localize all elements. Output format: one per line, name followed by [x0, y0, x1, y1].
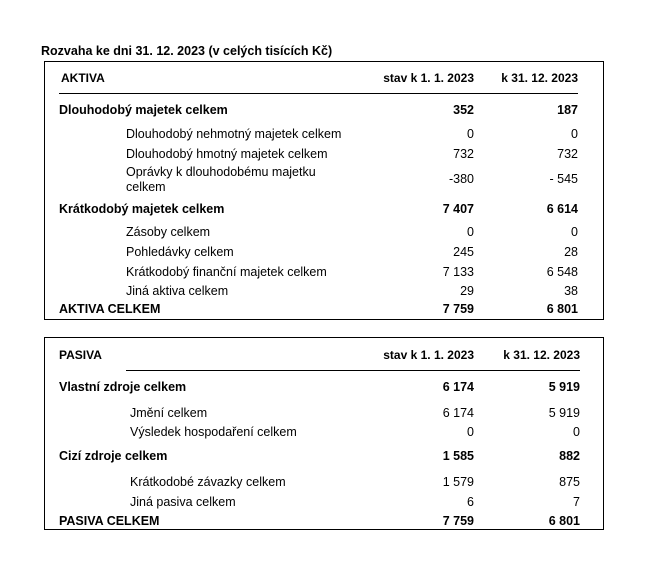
row-value-end: - 545 — [549, 172, 578, 186]
row-label: Pohledávky celkem — [126, 245, 234, 259]
row-label: Dlouhodobý nehmotný majetek celkem — [126, 127, 342, 141]
row-value-start: 7 133 — [442, 265, 474, 279]
row-label: AKTIVA CELKEM — [59, 302, 161, 316]
row-value-end: 6 548 — [546, 265, 578, 279]
row-label: Jmění celkem — [130, 406, 208, 420]
aktiva-col2-header: k 31. 12. 2023 — [501, 71, 578, 85]
row-value-start: 7 407 — [442, 202, 474, 216]
row-value-end: 0 — [571, 225, 578, 239]
row-value-end: 6 801 — [546, 302, 578, 316]
row-label: Vlastní zdroje celkem — [59, 380, 187, 394]
row-label: PASIVA CELKEM — [59, 514, 160, 528]
row-value-start: 0 — [467, 225, 474, 239]
row-value-end: 38 — [564, 284, 578, 298]
pasiva-col2-header: k 31. 12. 2023 — [503, 348, 580, 362]
row-label: Výsledek hospodaření celkem — [130, 425, 297, 439]
row-value-start: 0 — [467, 127, 474, 141]
row-label: Jiná aktiva celkem — [126, 284, 229, 298]
row-value-end: 5 919 — [548, 406, 580, 420]
row-value-start: 7 759 — [442, 514, 474, 528]
row-value-start: 29 — [460, 284, 474, 298]
row-label: Cizí zdroje celkem — [59, 449, 168, 463]
row-value-start: 1 585 — [442, 449, 474, 463]
balance-sheet-title: Rozvaha ke dni 31. 12. 2023 (v celých tisících Kč) — [41, 44, 333, 58]
pasiva-col1-header: stav k 1. 1. 2023 — [383, 348, 474, 362]
row-value-end: 187 — [557, 103, 578, 117]
row-value-start: 7 759 — [442, 302, 474, 316]
row-value-end: 6 801 — [548, 514, 580, 528]
row-value-end: 0 — [573, 425, 580, 439]
row-value-start: 0 — [467, 425, 474, 439]
pasiva-heading: PASIVA — [59, 348, 102, 362]
row-value-start: -380 — [448, 172, 474, 186]
row-value-end: 5 919 — [548, 380, 580, 394]
row-value-start: 6 174 — [442, 380, 474, 394]
row-value-start: 732 — [453, 147, 474, 161]
row-label: Krátkodobý finanční majetek celkem — [126, 265, 327, 279]
row-value-start: 1 579 — [442, 475, 474, 489]
aktiva-col1-header: stav k 1. 1. 2023 — [383, 71, 474, 85]
row-value-end: 7 — [573, 495, 580, 509]
pasiva-header-rule — [126, 370, 580, 371]
row-label: Zásoby celkem — [126, 225, 211, 239]
row-label: Dlouhodobý majetek celkem — [59, 103, 228, 117]
row-value-end: 882 — [559, 449, 580, 463]
aktiva-header-rule — [59, 93, 578, 94]
row-value-end: 0 — [571, 127, 578, 141]
row-value-start: 6 174 — [442, 406, 474, 420]
row-label: Krátkodobý majetek celkem — [59, 202, 225, 216]
row-value-start: 352 — [453, 103, 474, 117]
aktiva-heading: AKTIVA — [61, 71, 105, 85]
row-value-end: 875 — [559, 475, 580, 489]
row-value-end: 6 614 — [546, 202, 578, 216]
pasiva-table — [44, 337, 604, 530]
row-label: Dlouhodobý hmotný majetek celkem — [126, 147, 328, 161]
row-value-end: 732 — [557, 147, 578, 161]
row-label: Krátkodobé závazky celkem — [130, 475, 286, 489]
row-value-start: 6 — [467, 495, 474, 509]
row-value-start: 245 — [453, 245, 474, 259]
row-label: Jiná pasiva celkem — [130, 495, 236, 509]
aktiva-table — [44, 61, 604, 320]
row-value-end: 28 — [564, 245, 578, 259]
row-label: Oprávky k dlouhodobému majetku celkem — [126, 165, 316, 194]
